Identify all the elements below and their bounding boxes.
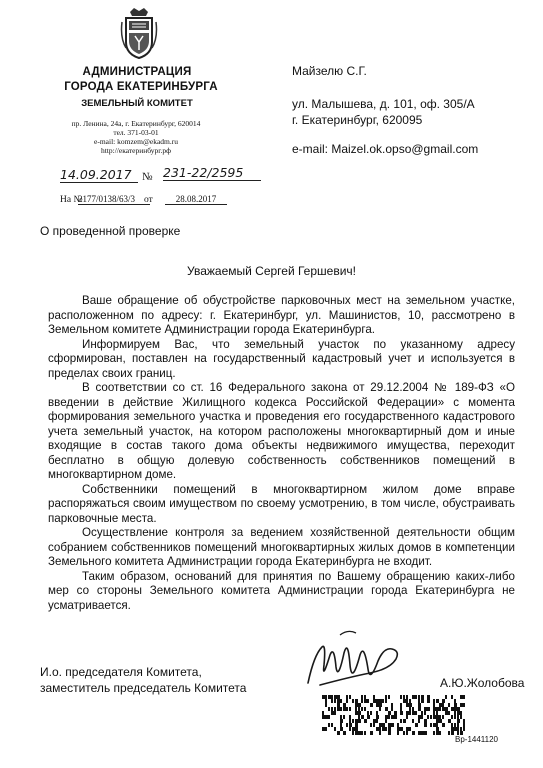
outgoing-number: 231-22/2595 [163,165,261,181]
outgoing-number-label: № [142,171,153,183]
body-paragraph: Таким образом, оснований для принятия по Вашему обращению каких-либо мер со стороны Земельного комитета Администрации города Екатеринбурга не усматривается. [48,569,515,612]
org-name-line2: ГОРОДА ЕКАТЕРИНБУРГА [64,81,218,93]
org-address: пр. Ленина, 24а, г. Екатеринбург, 620014 [71,119,201,128]
recipient-email: e-mail: Maizel.ok.opso@gmail.com [292,142,479,156]
signatory-position-line2: заместитель председатель Комитета [40,681,247,695]
letter-subject: О проведенной проверке [40,224,181,238]
recipient-name: Майзелю С.Г. [292,64,367,78]
body-paragraph: В соответствии со ст. 16 Федерального закона от 29.12.2004 № 189-ФЗ «О введении в действие Жилищного кодекса Российской Федерации» с момента формирования земельного участка и проведения его государственного кадастрового учета земельный участок, на котором расположены многоквартирный дом и иные входящие в состав такого дома объекты недвижимого имущества, переходит бесплатно в общую долевую собственность собственников помещений в многоквартирном доме. [48,381,515,481]
coat-of-arms-icon [120,8,158,60]
barcode-icon [322,695,465,735]
reference-label: На № [60,195,83,205]
org-name-line1: АДМИНИСТРАЦИЯ [82,66,192,78]
body-paragraph: Собственники помещений в многоквартирном жилом доме вправе распоряжаться своим имуществом по своему усмотрению, в том числе, обустраивать парковочные места. [48,482,515,525]
body-paragraph: Ваше обращение об обустройстве парковочных мест на земельном участке, расположенном по адресу: г. Екатеринбург, ул. Машинистов, 10, рассмотрено в Земельном комитете Администрации города Екатеринбурга. [48,294,515,336]
letter-body [48,294,515,613]
outgoing-date: 14.09.2017 [60,167,138,183]
recipient-street: ул. Малышева, д. 101, оф. 305/А [292,97,475,111]
barcode-number: Вр-1441120 [455,735,498,744]
body-paragraph: Осуществление контроля за ведением хозяйственной деятельности общим собранием собственников помещений многоквартирных жилых домов в компетенции Земельного комитета Администрации города Екатеринбурга не входит. [48,526,515,568]
signatory-name: А.Ю.Жолобова [440,676,525,690]
reference-number: 2177/0138/63/3 [78,194,150,205]
reference-from-label: от [144,195,153,205]
body-paragraph: Информируем Вас, что земельный участок по указанному адресу сформирован, поставлен на государственный кадастровый учет и используется в пределах своих границ. [48,337,515,380]
org-email: e-mail: komzem@ekadm.ru [94,137,178,146]
letter-greeting: Уважаемый Сергей Гершевич! [187,264,356,278]
org-website: http://екатеринбург.рф [100,146,172,155]
reference-date: 28.08.2017 [165,194,227,205]
recipient-city: г. Екатеринбург, 620095 [292,113,423,127]
org-department: ЗЕМЕЛЬНЫЙ КОМИТЕТ [81,98,193,109]
signatory-position-line1: И.о. председателя Комитета, [40,665,202,679]
org-phone: тел. 371-03-01 [113,128,159,137]
handwritten-signature [300,625,410,695]
